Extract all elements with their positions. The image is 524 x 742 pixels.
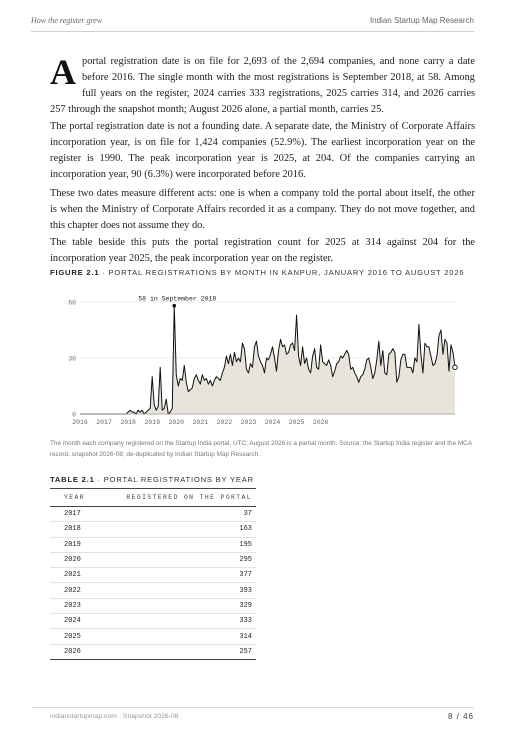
- year-cell: 2021: [50, 568, 96, 583]
- count-cell: 314: [96, 629, 256, 644]
- year-cell: 2017: [50, 507, 96, 522]
- header-divider: [31, 31, 474, 32]
- paragraph-2-text: The portal registration date is not a founding date. A separate date, the Ministry of Corporate Affairs incorporation year, is on file for 1,424 companies (52.9%). The earliest incorporation year on the register is 1990. The peak incorporation year is 2025, at 204. Of the companies carrying an incorporation year, 90 (6.3%) were incorporated before 2016.: [50, 121, 475, 180]
- year-cell: 2020: [50, 552, 96, 567]
- x-tick-label: 2023: [240, 419, 257, 426]
- year-cell: 2023: [50, 598, 96, 613]
- count-cell: 377: [96, 568, 256, 583]
- count-cell: 329: [96, 598, 256, 613]
- peak-annotation: 58 in September 2018: [138, 295, 217, 303]
- table-row: [50, 522, 256, 537]
- count-cell: 333: [96, 614, 256, 629]
- y-tick-label: 0: [72, 411, 76, 419]
- registrations-area-chart: [50, 285, 470, 430]
- table-row: [50, 644, 256, 659]
- x-tick-label: 2018: [120, 419, 136, 426]
- footer-divider: [31, 707, 474, 708]
- paragraph-3-text: These two dates measure different acts: one is when a company told the portal about itself, the other is when the Ministry of Corporate Affairs recorded it as a company. They do not move together, and this chapter does not assume they do.: [50, 188, 475, 231]
- x-tick-label: 2016: [72, 419, 88, 426]
- x-tick-label: 2026: [312, 419, 329, 426]
- x-tick-label: 2017: [96, 419, 112, 426]
- year-cell: 2022: [50, 583, 96, 598]
- count-cell: 295: [96, 552, 256, 567]
- paragraph-1-text: portal registration date is on file for 2,693 of the 2,694 companies, and none carry a date before 2016. The single month with the most registrations is September 2018, at 58. Among full years on the register, 2024 carries 333 registrations, 2025 carries 314, and 2026 carries 257 through the snapshot month; August 2026 alone, a partial month, carries 25.: [50, 56, 475, 115]
- x-tick-label: 2021: [192, 419, 209, 426]
- table-row: [50, 598, 256, 613]
- count-cell: 195: [96, 537, 256, 552]
- table-title-text: PORTAL REGISTRATIONS BY YEAR: [103, 475, 254, 484]
- year-cell: 2024: [50, 614, 96, 629]
- paragraph-1: [50, 54, 475, 118]
- x-tick-label: 2020: [168, 419, 185, 426]
- running-header-chapter: How the register grew: [31, 16, 103, 25]
- table-row: [50, 614, 256, 629]
- count-cell: 257: [96, 644, 256, 659]
- x-tick-label: 2024: [264, 419, 281, 426]
- year-cell: 2019: [50, 537, 96, 552]
- table-row: [50, 507, 256, 522]
- footer-site: indianstartupmap.com · Snapshot 2026-08: [50, 713, 179, 720]
- count-cell: 393: [96, 583, 256, 598]
- figure-number: FIGURE 2.1: [50, 268, 100, 277]
- table-row: [50, 537, 256, 552]
- paragraph-4-text: The table beside this puts the portal registration count for 2025 at 314 against 204 for the incorporation year 2025, the peak incorporation year on the register.: [50, 237, 475, 264]
- table-row: [50, 629, 256, 644]
- paragraph-4: [50, 235, 475, 267]
- table-header-row: [50, 489, 256, 507]
- count-cell: 163: [96, 522, 256, 537]
- x-tick-label: 2019: [144, 419, 160, 426]
- figure-title-text: PORTAL REGISTRATIONS BY MONTH IN KANPUR, JANUARY 2016 TO AUGUST 2026: [108, 268, 465, 277]
- y-tick-label: 60: [68, 299, 76, 307]
- figure-title: FIGURE 2.1 · PORTAL REGISTRATIONS BY MONTH IN KANPUR, JANUARY 2016 TO AUGUST 2026: [50, 268, 465, 277]
- x-tick-label: 2025: [288, 419, 305, 426]
- column-header-registered: REGISTERED ON THE PORTAL: [96, 489, 256, 507]
- table-title: TABLE 2.1 · PORTAL REGISTRATIONS BY YEAR: [50, 475, 254, 484]
- paragraph-3: [50, 186, 475, 234]
- figure-caption: The month each company registered on the Startup India portal, UTC; August 2026 is a partial month. Source: the Startup India register and the MCA record, snapshot 2026-08; de-duplicated by Indian Startup Map Research.: [50, 440, 472, 458]
- y-tick-label: 30: [68, 355, 76, 363]
- table-row: [50, 552, 256, 567]
- last-point: [453, 365, 457, 369]
- table-row: [50, 583, 256, 598]
- count-cell: 37: [96, 507, 256, 522]
- drop-cap: A: [50, 52, 76, 92]
- registrations-by-year-table: [50, 488, 256, 660]
- year-cell: 2025: [50, 629, 96, 644]
- running-header-publication: Indian Startup Map Research: [369, 16, 474, 25]
- area-fill: [80, 306, 455, 414]
- column-header-year: YEAR: [50, 489, 96, 507]
- table-row: [50, 568, 256, 583]
- peak-point: [172, 304, 176, 308]
- table-number: TABLE 2.1: [50, 475, 95, 484]
- year-cell: 2026: [50, 644, 96, 659]
- year-cell: 2018: [50, 522, 96, 537]
- x-tick-label: 2022: [216, 419, 233, 426]
- paragraph-2: [50, 119, 475, 183]
- page-number: 8 / 46: [447, 712, 474, 721]
